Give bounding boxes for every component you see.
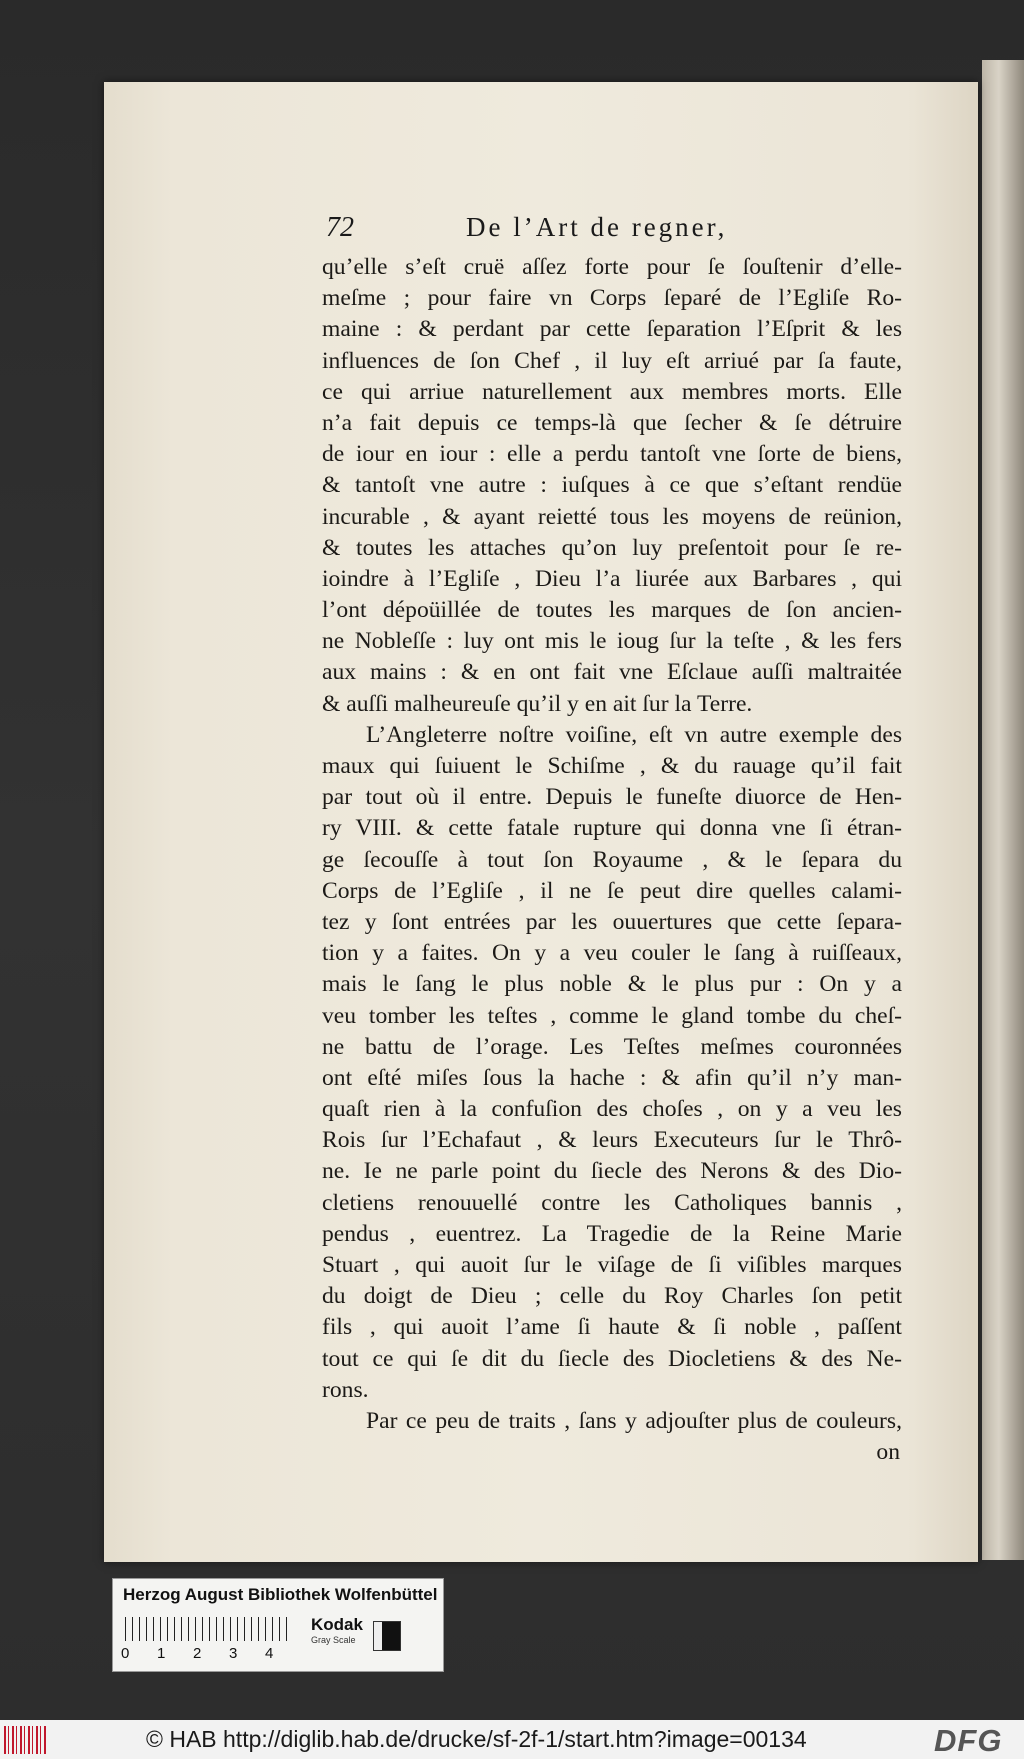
text-line: veu tomber les teſtes , comme le gland tombe du cheſ- bbox=[322, 1002, 902, 1029]
text-line: de iour en iour : elle a perdu tantoſt vne ſorte de biens, bbox=[322, 441, 902, 468]
gray-scale-label: Gray Scale bbox=[311, 1635, 356, 1645]
gray-swatch bbox=[373, 1621, 401, 1651]
text-line: qu’elle s’eſt cruë aſſez forte pour ſe ſouſtenir d’elle- bbox=[322, 254, 902, 280]
text-line: n’a fait depuis ce temps-là que ſecher & ſe détruire bbox=[322, 409, 902, 436]
text-line: fils , qui auoit l’ame ſi haute & ſi noble , paſſent bbox=[322, 1314, 902, 1341]
text-line: incurable , & ayant reietté tous les moyens de reünion, bbox=[322, 503, 902, 530]
text-line: ne Nobleſſe : luy ont mis le ioug ſur la teſte , & les fers bbox=[322, 628, 902, 655]
text-line: Stuart , qui auoit ſur le viſage de ſi viſibles marques bbox=[322, 1252, 902, 1278]
text-line: ne. Ie ne parle point du ſiecle des Nerons & des Dio- bbox=[322, 1158, 902, 1185]
next-page-edge bbox=[982, 60, 1024, 1560]
ruler-number: 3 bbox=[229, 1645, 238, 1662]
body-text bbox=[322, 252, 902, 1468]
library-name: Herzog August Bibliothek Wolfenbüttel bbox=[123, 1585, 438, 1604]
text-line: & tantoſt vne autre : iuſques à ce que s’eſtant rendüe bbox=[322, 472, 902, 499]
barcode-icon bbox=[4, 1726, 46, 1754]
text-line: maux qui ſuiuent le Schiſme , & du rauage qu’il fait bbox=[322, 753, 902, 779]
ruler-number: 4 bbox=[265, 1645, 274, 1662]
text-line: cletiens renouuellé contre les Catholiques bannis , bbox=[322, 1189, 902, 1216]
ruler-number: 1 bbox=[157, 1645, 166, 1662]
text-line: par tout où il entre. Depuis le funeſte diuorce de Hen- bbox=[322, 784, 902, 811]
dfg-logo: DFG bbox=[934, 1723, 1003, 1758]
color-scale bbox=[121, 1615, 441, 1667]
text-line: influences de ſon Chef , il luy eſt arriué par ſa faute, bbox=[322, 347, 902, 374]
ruler-number: 0 bbox=[121, 1645, 130, 1662]
page-number: 72 bbox=[326, 212, 354, 243]
text-line: ce qui arriue naturellement aux membres morts. Elle bbox=[322, 378, 902, 405]
text-line: L’Angleterre noſtre voiſine, eſt vn autre exemple des bbox=[366, 721, 902, 748]
text-line: ne battu de l’orage. Les Teſtes meſmes couronnées bbox=[322, 1033, 902, 1060]
footer-bar bbox=[0, 1720, 1024, 1759]
text-line: & auſſi malheureuſe qu’il y en ait ſur la Terre. bbox=[322, 690, 753, 717]
text-line: tout ce qui ſe dit du ſiecle des Diocletiens & des Ne- bbox=[322, 1345, 902, 1372]
text-line: l’ont dépoüillée de toutes les marques de ſon ancien- bbox=[322, 597, 902, 624]
text-line: tez y ſont entrées par les ouuertures que cette ſepara- bbox=[322, 908, 902, 935]
text-line: rons. bbox=[322, 1376, 369, 1403]
text-line: Corps de l’Egliſe , il ne ſe peut dire quelles calami- bbox=[322, 877, 902, 904]
text-line: ry VIII. & cette fatale rupture qui donna vne ſi étran- bbox=[322, 815, 902, 842]
library-label-card bbox=[112, 1578, 444, 1672]
ruler bbox=[125, 1617, 290, 1641]
text-line: tion y a faites. On y a veu couler le ſang à ruiſſeaux, bbox=[322, 940, 902, 967]
running-head bbox=[326, 212, 906, 252]
text-line: Rois ſur l’Echafaut , & leurs Executeurs ſur le Thrô- bbox=[322, 1127, 902, 1154]
footer-credit[interactable]: © HAB http://diglib.hab.de/drucke/sf-2f-1/start.htm?image=00134 bbox=[146, 1726, 807, 1752]
text-line: aux mains : & en ont fait vne Eſclaue auſſi maltraitée bbox=[322, 659, 902, 686]
ruler-numbers bbox=[121, 1645, 301, 1662]
text-line: ont eſté miſes ſous la hache : & afin qu’il n’y man- bbox=[322, 1064, 902, 1091]
catchword: on bbox=[876, 1439, 900, 1466]
text-line: ge ſecouſſe à tout ſon Royaume , & le ſepara du bbox=[322, 846, 902, 873]
text-line: mais le ſang le plus noble & le plus pur : On y a bbox=[322, 971, 902, 998]
text-line: & toutes les attaches qu’on luy preſentoit pour ſe re- bbox=[322, 534, 902, 561]
text-line: quaſt rien à la confuſion des choſes , on y a veu les bbox=[322, 1096, 902, 1123]
text-line: du doigt de Dieu ; celle du Roy Charles ſon petit bbox=[322, 1283, 902, 1310]
text-line: pendus , euentrez. La Tragedie de la Reine Marie bbox=[322, 1220, 902, 1247]
text-line: meſme ; pour faire vn Corps ſeparé de l’Egliſe Ro- bbox=[322, 285, 902, 312]
text-line: ioindre à l’Egliſe , Dieu l’a liurée aux Barbares , qui bbox=[322, 565, 902, 592]
kodak-brand: Kodak bbox=[311, 1615, 363, 1634]
ruler-number: 2 bbox=[193, 1645, 202, 1662]
running-title: De l’Art de regner, bbox=[466, 212, 728, 242]
text-line: Par ce peu de traits , ſans y adjouſter plus de couleurs, bbox=[366, 1407, 902, 1434]
text-line: maine : & perdant par cette ſeparation l’Eſprit & les bbox=[322, 316, 902, 343]
